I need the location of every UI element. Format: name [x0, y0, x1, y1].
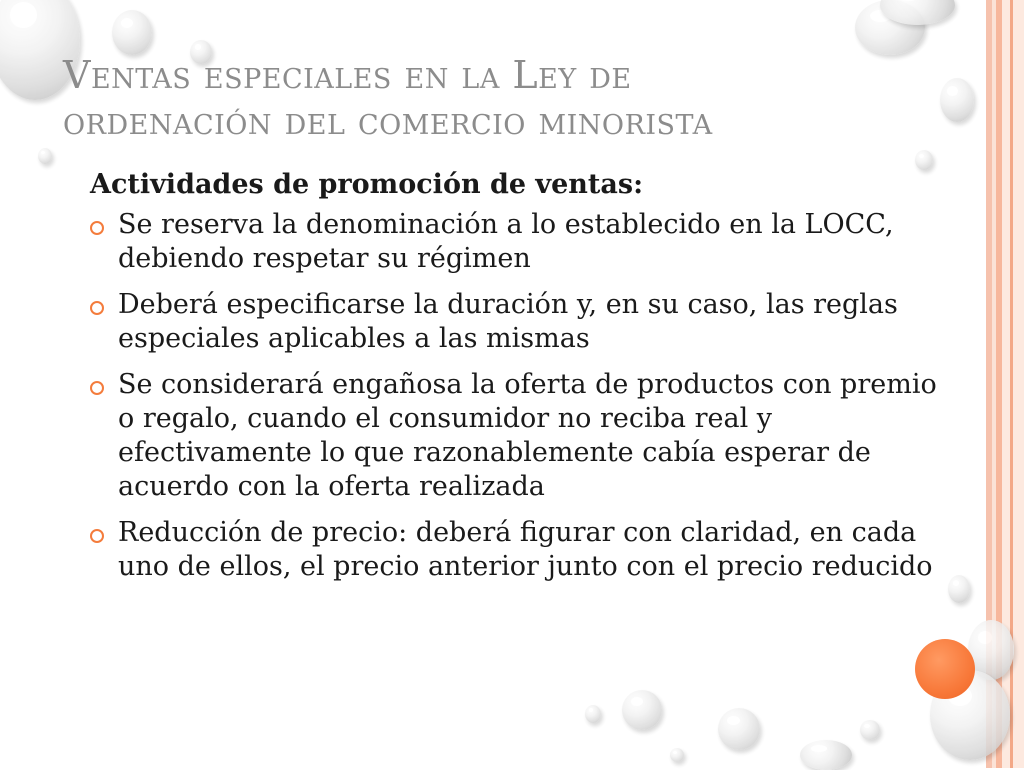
slide-title: [63, 52, 943, 144]
bullet-text: Reducción de precio: deberá figurar con claridad, en cada uno de ellos, el precio anterior junto con el precio reducido: [118, 517, 933, 582]
slide-content: [88, 168, 938, 596]
bullet-text: Se reserva la denominación a lo establecido en la LOCC, debiendo respetar su régimen: [118, 209, 894, 274]
water-droplet-icon: [718, 708, 760, 750]
water-droplet-icon: [585, 705, 601, 723]
water-droplet-icon: [940, 78, 974, 122]
list-item: [88, 288, 938, 356]
section-heading: Actividades de promoción de ventas:: [90, 169, 644, 200]
orange-circle-icon: [915, 639, 975, 699]
title-line-2: ordenación del comercio minorista: [63, 99, 713, 143]
list-item: [88, 208, 938, 276]
list-item: [88, 368, 938, 504]
water-droplet-icon: [670, 748, 684, 762]
water-droplet-icon: [800, 740, 852, 770]
circle-bullet-icon: [90, 529, 104, 543]
circle-bullet-icon: [90, 301, 104, 315]
water-droplet-icon: [112, 10, 152, 55]
water-droplet-icon: [915, 150, 933, 170]
bullet-text: Se considerará engañosa la oferta de productos con premio o regalo, cuando el consumidor no reciba real y efectivamente lo que razonablemente cabía esperar de acuerdo con la oferta realizada: [118, 369, 937, 502]
water-droplet-icon: [622, 690, 662, 730]
title-line-1: Ventas especiales en la Ley de: [63, 53, 632, 97]
circle-bullet-icon: [90, 221, 104, 235]
bullet-text: Deberá especificarse la duración y, en su caso, las reglas especiales aplicables a las mismas: [118, 289, 898, 354]
circle-bullet-icon: [90, 381, 104, 395]
water-droplet-icon: [860, 720, 880, 740]
water-droplet-icon: [948, 575, 970, 603]
list-item: [88, 516, 938, 584]
bullet-list: [88, 208, 938, 584]
water-droplet-icon: [38, 148, 52, 164]
